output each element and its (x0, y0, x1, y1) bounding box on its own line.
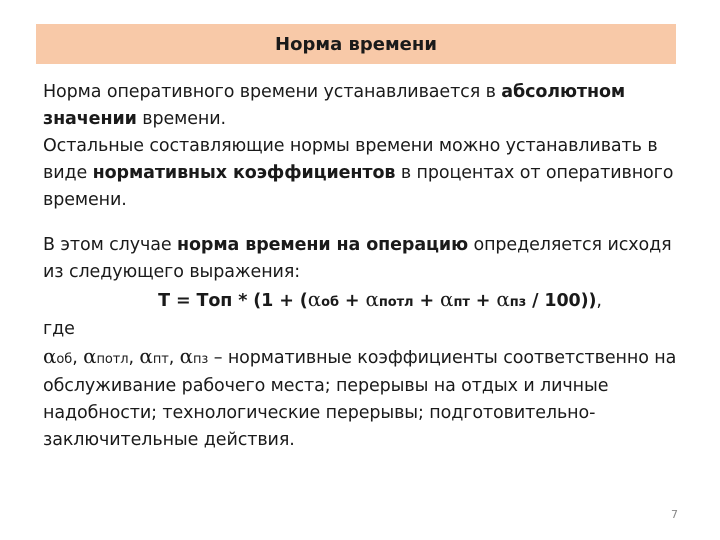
subscript: потл (96, 352, 129, 367)
legend-text: – нормативные коэффициенты соответственно на обслуживание рабочего места; перерывы на отдых и личные надобности; технологические перерывы; подготовительно-заключительные действия. (43, 348, 677, 450)
subscript: пт (453, 295, 470, 310)
alpha-symbol: α (83, 344, 97, 368)
paragraph-2 (43, 133, 683, 214)
text: Остальные составляющие нормы времени можно устанавливать в виде (43, 136, 658, 183)
formula-part: Т = Топ * (1 + ( (158, 291, 308, 311)
comma: , (596, 291, 602, 311)
plus: + (413, 291, 441, 311)
page-title: Норма времени (275, 33, 437, 55)
plus: + (469, 291, 497, 311)
paragraph-3 (43, 232, 683, 286)
text: определяется исходя из следующего выражения: (43, 235, 672, 282)
alpha-symbol: α (440, 287, 454, 311)
alpha-symbol: α (307, 287, 322, 311)
bold-text: нормативных коэффициентов (92, 163, 396, 183)
where-label: где (43, 319, 75, 339)
alpha-symbol: α (139, 344, 153, 368)
subscript: пз (193, 352, 209, 367)
subscript: об (321, 295, 339, 310)
text: времени. (136, 109, 226, 129)
bold-text: абсолютном значении (43, 82, 626, 129)
alpha-symbol: α (496, 287, 510, 311)
text: Норма оперативного времени устанавливается в (43, 82, 502, 102)
page-number: 7 (671, 508, 678, 521)
subscript: об (56, 352, 73, 367)
alpha-symbol: α (365, 287, 379, 311)
subscript: потл (378, 295, 414, 310)
plus: + (338, 291, 366, 311)
title-bar (36, 24, 676, 64)
formula (43, 286, 683, 316)
subscript: пз (509, 295, 527, 310)
text: В этом случае (43, 235, 177, 255)
formula-end: / 100)) (526, 291, 597, 311)
separator: , (128, 348, 140, 368)
legend (43, 343, 683, 454)
separator: , (72, 348, 84, 368)
subscript: пт (152, 352, 169, 367)
alpha-symbol: α (179, 344, 194, 368)
bold-text: норма времени на операцию (177, 235, 468, 255)
alpha-symbol: α (43, 344, 57, 368)
body-text (43, 79, 683, 454)
paragraph-1 (43, 79, 683, 133)
text: в процентах от оперативного времени. (43, 163, 674, 210)
separator: , (168, 348, 180, 368)
